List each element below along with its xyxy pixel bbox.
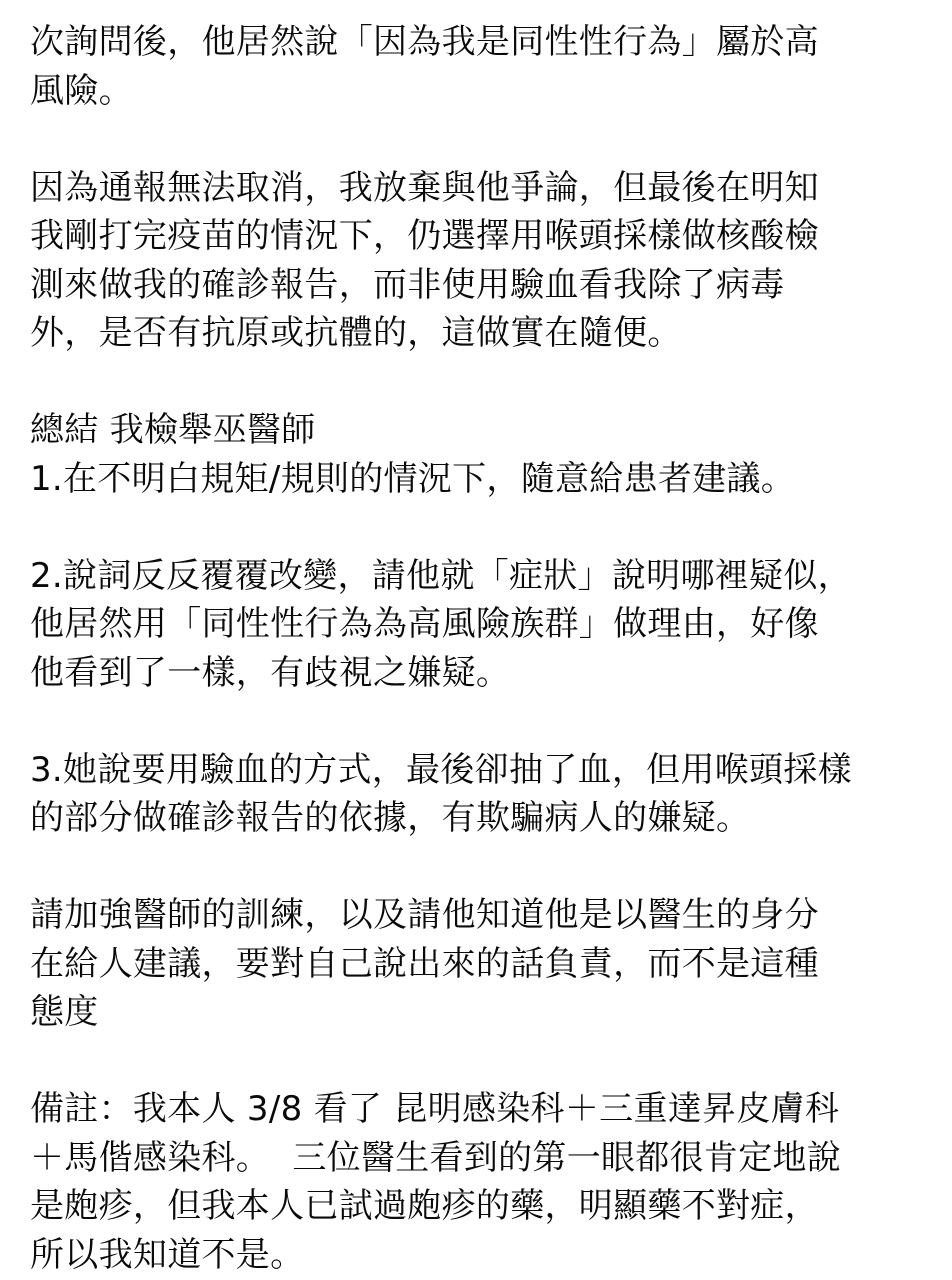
text-line: 他看到了一樣，有歧視之嫌疑。 [30, 652, 511, 693]
text-line: 總結 我檢舉巫醫師 [30, 410, 316, 450]
text-line: ＋馬偕感染科。 三位醫生看到的第一眼都很肯定地說 [30, 1137, 842, 1178]
paragraph-note [30, 1085, 935, 1279]
text-line: 測來做我的確診報告，而非使用驗血看我除了病毒 [30, 264, 785, 305]
text-line: 3.她說要用驗血的方式，最後卻抽了血，但用喉頭採樣 [30, 749, 852, 790]
paragraph-spacer [30, 115, 935, 164]
text-line: 我剛打完疫苗的情況下，仍選擇用喉頭採樣做核酸檢 [30, 216, 819, 256]
paragraph-training-request [30, 891, 935, 1037]
paragraph-doctor-reason [30, 18, 935, 115]
paragraph-summary [30, 406, 935, 503]
text-line: 1.在不明白規矩/規則的情況下，隨意給患者建議。 [30, 458, 796, 499]
text-line: 請加強醫師的訓練，以及請他知道他是以醫生的身分 [30, 895, 819, 935]
text-line: 外，是否有抗原或抗體的，這做實在隨便。 [30, 313, 682, 353]
paragraph-point-3 [30, 746, 935, 843]
text-line: 因為通報無法取消，我放棄與他爭論，但最後在明知 [30, 167, 819, 208]
text-line: 在給人建議，要對自己說出來的話負責，而不是這種 [30, 943, 819, 984]
post-body [30, 18, 935, 1279]
paragraph-spacer [30, 697, 935, 746]
text-line: 他居然用「同性性行為為高風險族群」做理由，好像 [30, 604, 819, 644]
text-line: 2.說詞反反覆覆改變，請他就「症狀」說明哪裡疑似， [30, 555, 852, 596]
text-line: 風險。 [30, 70, 133, 111]
paragraph-point-2 [30, 552, 935, 698]
paragraph-spacer [30, 503, 935, 552]
paragraph-spacer [30, 358, 935, 407]
text-line: 備註：我本人 3/8 看了 昆明感染科＋三重達昇皮膚科 [30, 1089, 840, 1129]
paragraph-spacer [30, 843, 935, 892]
text-line: 態度 [30, 992, 99, 1032]
text-line: 次詢問後，他居然說「因為我是同性性行為」屬於高 [30, 22, 819, 62]
text-line: 是皰疹，但我本人已試過皰疹的藥，明顯藥不對症， [30, 1186, 819, 1226]
text-line: 的部分做確診報告的依據，有欺騙病人的嫌疑。 [30, 798, 751, 838]
text-line: 所以我知道不是。 [30, 1234, 305, 1275]
paragraph-report-complaint [30, 164, 935, 358]
paragraph-spacer [30, 1037, 935, 1086]
